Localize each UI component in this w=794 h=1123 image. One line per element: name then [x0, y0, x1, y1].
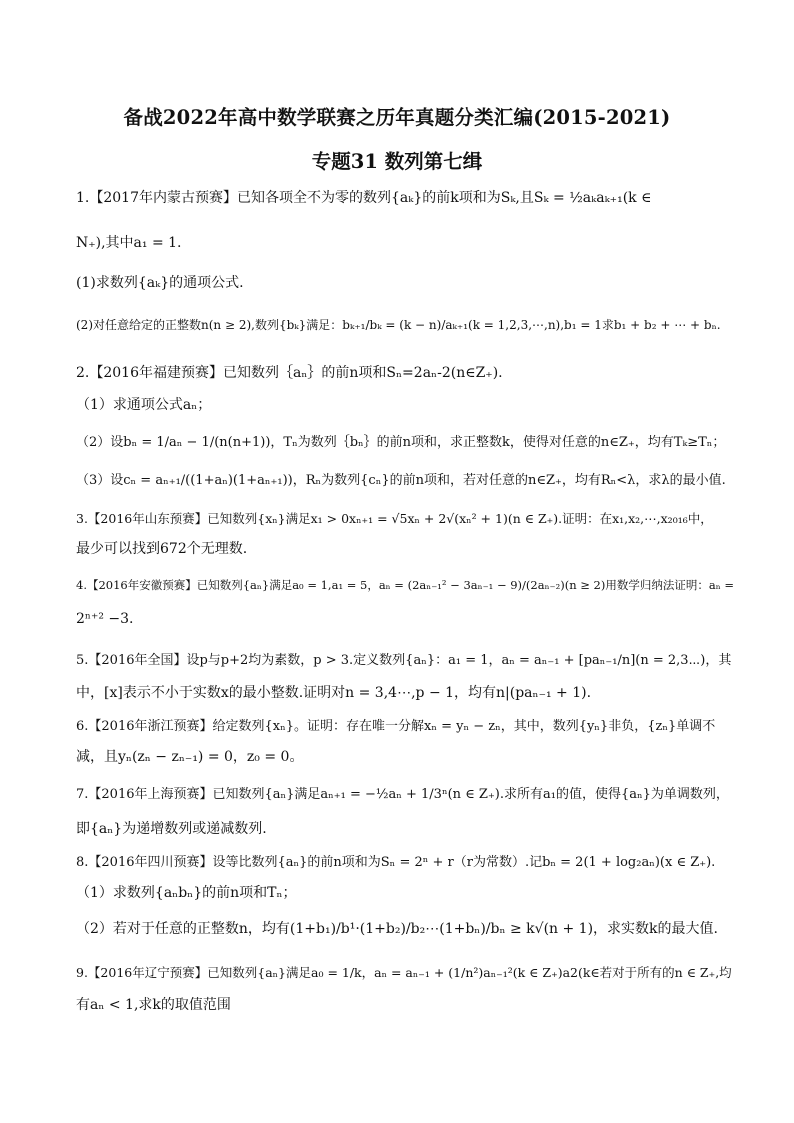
- problem-2-line-1: 2.【2016年福建预赛】已知数列｛aₙ｝的前n项和Sₙ=2aₙ-2(n∈Z₊).: [76, 365, 503, 381]
- problem-7-line-2: 即{aₙ}为递增数列或递减数列.: [76, 821, 267, 837]
- document-subtitle: 专题31 数列第七缉: [311, 150, 483, 173]
- problem-8-line-1: 8.【2016年四川预赛】设等比数列{aₙ}的前n项和为Sₙ = 2ⁿ + r（r为常数）.记bₙ = 2(1 + log₂aₙ)(x ∈ Z₊).: [76, 855, 716, 870]
- problem-1-line-2: N₊),其中a₁ = 1.: [76, 235, 182, 251]
- problem-4-line-2: 2ⁿ⁺² −3.: [76, 611, 134, 627]
- problem-3-line-1: 3.【2016年山东预赛】已知数列{xₙ}满足x₁ > 0xₙ₊₁ = √5xₙ + 2√(xₙ² + 1)(n ∈ Z₊).证明：在x₁,x₂,⋯,x₂₀₁₆中，: [76, 511, 713, 526]
- problem-5-line-1: 5.【2016年全国】设p与p+2均为素数，p > 3.定义数列{aₙ}：a₁ = 1，aₙ = aₙ₋₁ + [paₙ₋₁/n](n = 2,3⋯)，其: [76, 653, 732, 668]
- problem-7-line-1: 7.【2016年上海预赛】已知数列{aₙ}满足aₙ₊₁ = −½aₙ + 1/3ⁿ(n ∈ Z₊).求所有a₁的值，使得{aₙ}为单调数列，: [76, 787, 729, 802]
- problem-6-line-1: 6.【2016年浙江预赛】给定数列{xₙ}。证明：存在唯一分解xₙ = yₙ − zₙ，其中，数列{yₙ}非负，{zₙ}单调不: [76, 719, 716, 734]
- problem-8-part-1: （1）求数列{aₙbₙ}的前n项和Tₙ；: [76, 885, 297, 901]
- problem-9-line-1: 9.【2016年辽宁预赛】已知数列{aₙ}满足a₀ = 1/k，aₙ = aₙ₋₁ + (1/n²)aₙ₋₁²(k ∈ Z₊)a2(k∈若对于所有的n ∈ Z₊,均: [76, 965, 732, 980]
- problem-6-line-2: 减，且yₙ(zₙ − zₙ₋₁) = 0，z₀ = 0。: [76, 749, 304, 765]
- problem-2-part-3: （3）设cₙ = aₙ₊₁/((1+aₙ)(1+aₙ₊₁))，Rₙ为数列{cₙ}的前n项和，若对任意的n∈Z₊，均有Rₙ<λ，求λ的最小值.: [76, 473, 726, 488]
- problem-4-line-1: 4.【2016年安徽预赛】已知数列{aₙ}满足a₀ = 1,a₁ = 5，aₙ = (2aₙ₋₁² − 3aₙ₋₁ − 9)/(2aₙ₋₂)(n ≥ 2)用数学归纳法证明：aₙ =: [76, 578, 734, 592]
- problem-1-part-2: (2)对任意给定的正整数n(n ≥ 2),数列{bₖ}满足：bₖ₊₁/bₖ = (k − n)/aₖ₊₁(k = 1,2,3,⋯,n),b₁ = 1求b₁ + b₂ + ⋯ + bₙ.: [76, 318, 721, 332]
- document-title: 备战2022年高中数学联赛之历年真题分类汇编(2015-2021): [123, 106, 671, 129]
- problem-5-line-2: 中，[x]表示不小于实数x的最小整数.证明对n = 3,4⋯,p − 1，均有n|(paₙ₋₁ + 1).: [76, 685, 592, 701]
- problem-1-part-1: (1)求数列{aₖ}的通项公式.: [76, 275, 244, 291]
- problem-1-line-1: 1.【2017年内蒙古预赛】已知各项全不为零的数列{aₖ}的前k项和为Sₖ,且Sₖ = ½aₖaₖ₊₁(k ∈: [76, 190, 652, 206]
- problem-3-line-2: 最少可以找到672个无理数.: [76, 541, 248, 557]
- problem-2-part-1: （1）求通项公式aₙ；: [76, 397, 212, 413]
- problem-9-line-2: 有aₙ < 1,求k的取值范围: [76, 997, 231, 1013]
- problem-8-part-2: （2）若对于任意的正整数n，均有(1+b₁)/b¹·(1+b₂)/b₂⋯(1+bₙ)/bₙ ≥ k√(n + 1)，求实数k的最大值.: [76, 921, 718, 937]
- problem-2-part-2: （2）设bₙ = 1/aₙ − 1/(n(n+1))，Tₙ为数列｛bₙ｝的前n项和，求正整数k，使得对任意的n∈Z₊，均有Tₖ≥Tₙ；: [76, 435, 726, 450]
